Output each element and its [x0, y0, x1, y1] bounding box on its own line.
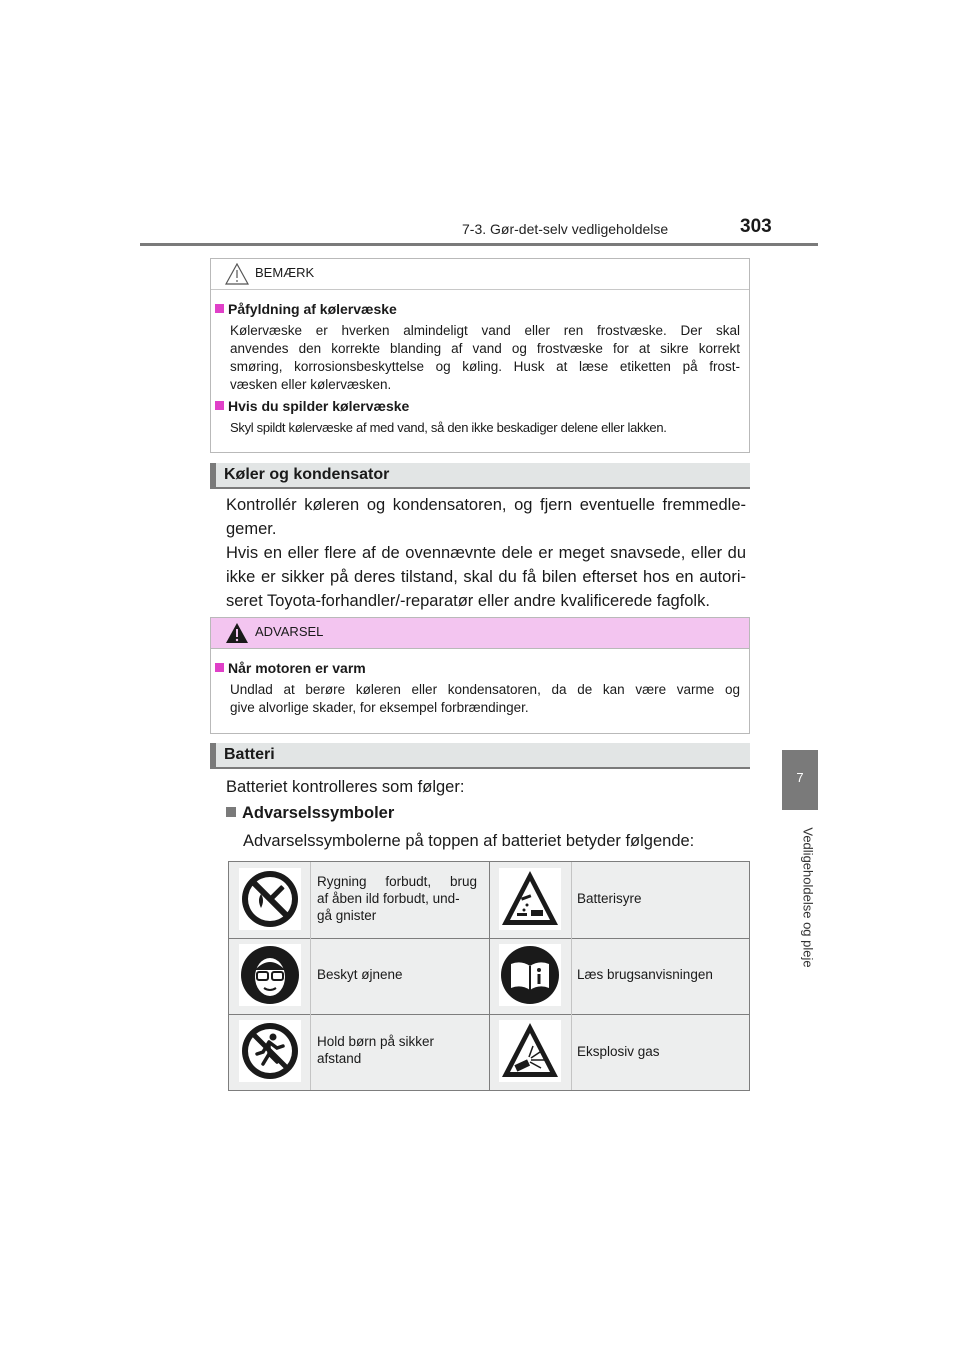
- battery-sub-title: Advarselssymboler: [226, 801, 394, 825]
- bullet-square-icon: [215, 304, 224, 313]
- no-smoking-icon: [239, 868, 301, 930]
- note-item-title: Påfyldning af kølervæske: [215, 301, 397, 317]
- note-item-title: Hvis du spilder kølervæske: [215, 398, 409, 414]
- battery-acid-icon: [499, 868, 561, 930]
- radiator-text: Kontrollér køleren og kondensatoren, og fjern eventuelle fremmedle- gemer. Hvis en eller flere af de ovennævnte dele er meget snavsede, eller du ikke er sikker på deres tilstand, skal du få bilen efterset hos en autori- seret Toyota-forhandler/-reparatør eller andre kvalificerede fagfolk.: [226, 496, 746, 610]
- bullet-square-icon: [226, 807, 236, 817]
- table-divider: [489, 862, 490, 1090]
- symbol-text-eye-protection: Beskyt øjnene: [317, 967, 403, 982]
- symbol-text-read-manual: Læs brugsanvisningen: [577, 967, 713, 982]
- warning-box: [210, 617, 750, 734]
- note-label: BEMÆRK: [255, 265, 315, 280]
- page-number: 303: [740, 216, 772, 237]
- section-heading-battery: Batteri: [210, 743, 750, 769]
- battery-sub-intro: Advarselssymbolerne på toppen af batteriet betyder følgende:: [243, 832, 695, 850]
- table-divider: [571, 862, 572, 1090]
- section-title: 7-3. Gør-det-selv vedligeholdelse: [462, 221, 669, 237]
- warning-box-header: [211, 618, 749, 649]
- explosive-gas-icon: [499, 1020, 561, 1082]
- note-item-text: Kølervæske er hverken almindeligt vand eller ren frostvæske. Der skal anvendes den korrekte blanding af vand og frostvæske for at sikre korrekt smøring, korrosionsbeskyttelse og køling. Husk at læse etiketten på frost- væsken eller kølervæsken.: [230, 323, 740, 392]
- read-manual-icon: [499, 944, 561, 1006]
- caution-triangle-icon: [225, 263, 249, 285]
- warning-triangle-icon: [225, 622, 249, 644]
- note-box-header: [211, 259, 749, 290]
- eye-protection-icon: [239, 944, 301, 1006]
- warning-item-title: Når motoren er varm: [215, 660, 366, 676]
- warning-item-text: Undlad at berøre køleren eller kondensatoren, da de kan være varme og give alvorlige skader, for eksempel forbrændinger.: [230, 682, 740, 715]
- note-box: [210, 258, 750, 453]
- header-rule: [140, 243, 818, 246]
- warning-label: ADVARSEL: [255, 624, 324, 639]
- symbol-text-no-smoking: Rygning forbudt, brug af åben ild forbudt, und- gå gnister: [317, 874, 477, 923]
- symbol-table: [228, 861, 750, 1091]
- section-heading-radiator: Køler og kondensator: [210, 463, 750, 489]
- bullet-square-icon: [215, 663, 224, 672]
- battery-intro: Batteriet kontrolleres som følger:: [226, 778, 465, 796]
- chapter-tab: 7: [782, 750, 818, 810]
- keep-children-away-icon: [239, 1020, 301, 1082]
- note-item-text: Skyl spildt kølervæske af med vand, så den ikke beskadiger delene eller lakken.: [230, 420, 667, 435]
- bullet-square-icon: [215, 401, 224, 410]
- chapter-label: Vedligeholdelse og pleje: [800, 827, 816, 968]
- symbol-text-explosive-gas: Eksplosiv gas: [577, 1044, 660, 1059]
- symbol-text-battery-acid: Batterisyre: [577, 891, 642, 906]
- symbol-text-children: Hold børn på sikker afstand: [317, 1034, 435, 1066]
- table-divider: [310, 862, 311, 1090]
